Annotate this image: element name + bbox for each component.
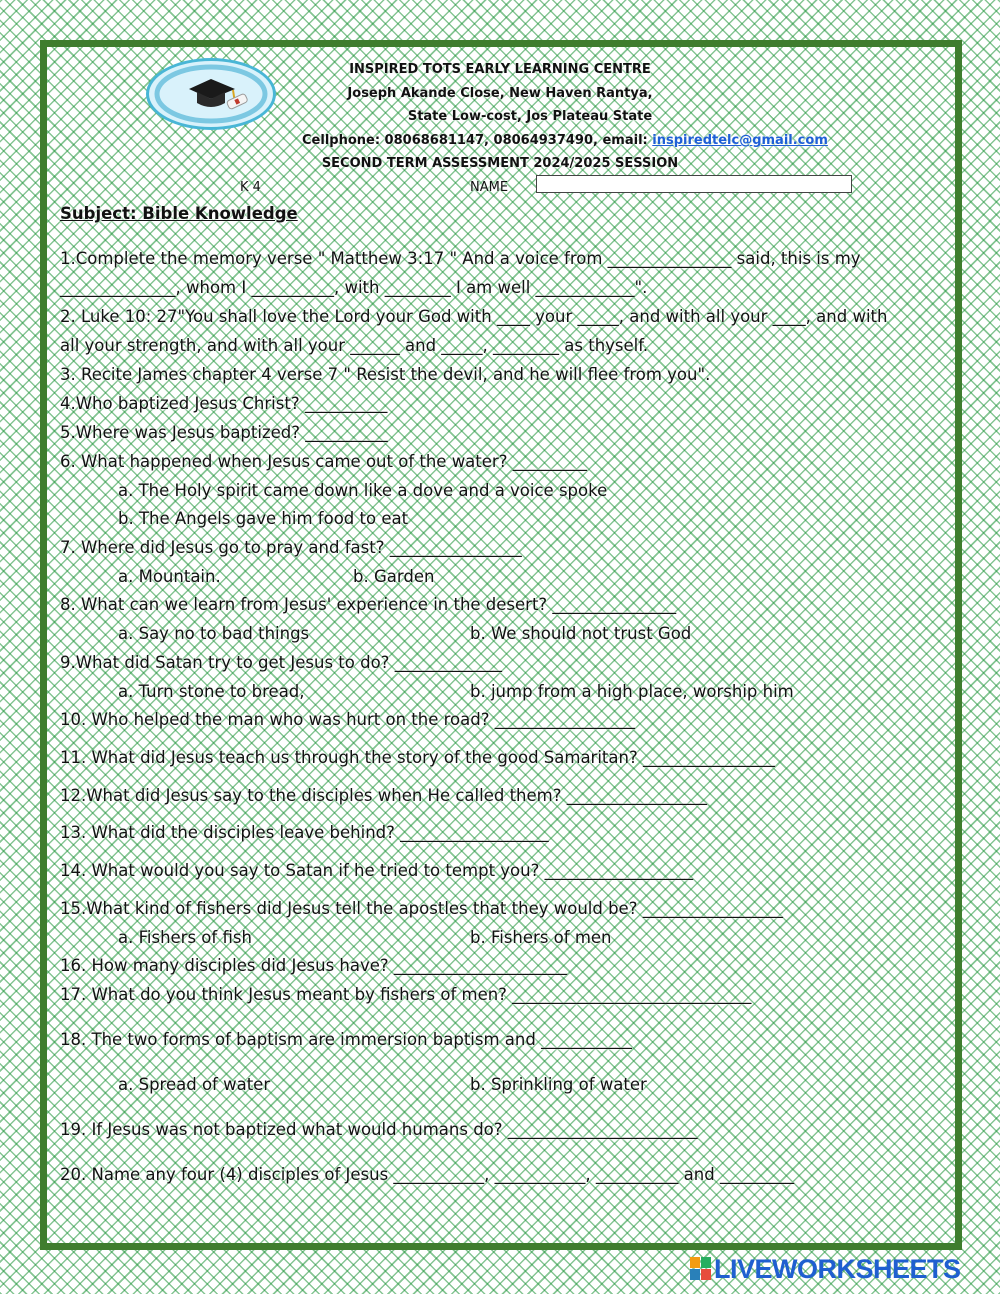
contact-line — [302, 133, 828, 148]
term-title: SECOND TERM ASSESSMENT 2024/2025 SESSION — [321, 156, 679, 171]
question-6-option-a: a. The Holy spirit came down like a dove and a voice spoke — [118, 481, 608, 500]
class-label: K 4 — [240, 180, 261, 195]
school-logo — [146, 58, 276, 130]
liveworksheets-logo — [690, 1254, 990, 1284]
question-9: 9.What did Satan try to get Jesus to do? _____________ — [60, 653, 502, 672]
school-name: INSPIRED TOTS EARLY LEARNING CENTRE — [349, 62, 651, 77]
question-8: 8. What can we learn from Jesus' experience in the desert? _______________ — [60, 595, 677, 614]
liveworksheets-brand: LIVEWORKSHEETS — [714, 1254, 961, 1284]
question-2-line-1: 2. Luke 10: 27"You shall love the Lord your God with ____ your _____, and with all your ____, and with — [60, 307, 888, 326]
contact-info: Cellphone: 08068681147, 08064937490, email: — [302, 133, 653, 148]
address-line-2: State Low-cost, Jos Plateau State — [407, 109, 653, 124]
question-8-option-a: a. Say no to bad things — [118, 624, 310, 643]
question-5: 5.Where was Jesus baptized? __________ — [60, 423, 388, 442]
question-16: 16. How many disciples did Jesus have? _____________________ — [60, 956, 568, 975]
question-7-option-b: b. Garden — [353, 567, 435, 586]
question-4: 4.Who baptized Jesus Christ? __________ — [60, 394, 388, 413]
question-18: 18. The two forms of baptism are immersion baptism and ___________ — [60, 1030, 632, 1049]
question-15-option-a: a. Fishers of fish — [118, 928, 252, 947]
address-line-1: Joseph Akande Close, New Haven Rantya, — [347, 86, 653, 101]
name-field[interactable] — [536, 175, 852, 193]
question-10: 10. Who helped the man who was hurt on the road? _________________ — [60, 710, 635, 729]
question-9-option-b: b. jump from a high place, worship him — [470, 682, 794, 701]
blocks-icon — [690, 1257, 712, 1281]
question-18-option-b: b. Sprinkling of water — [470, 1075, 647, 1094]
question-1-line-1: 1.Complete the memory verse " Matthew 3:17 " And a voice from _______________ said, this is my — [60, 249, 861, 268]
question-13: 13. What did the disciples leave behind? __________________ — [60, 823, 549, 842]
question-11: 11. What did Jesus teach us through the story of the good Samaritan? ________________ — [60, 748, 775, 767]
email-link[interactable]: inspiredtelc@gmail.com — [652, 133, 828, 148]
question-12: 12.What did Jesus say to the disciples when He called them? _________________ — [60, 786, 707, 805]
question-1-line-2: ______________, whom I __________, with ________ I am well ____________". — [60, 278, 648, 297]
question-7: 7. Where did Jesus go to pray and fast? ________________ — [60, 538, 522, 557]
question-18-option-a: a. Spread of water — [118, 1075, 271, 1094]
question-19: 19. If Jesus was not baptized what would humans do? _______________________ — [60, 1120, 698, 1139]
question-6: 6. What happened when Jesus came out of the water? _________ — [60, 452, 587, 471]
question-9-option-a: a. Turn stone to bread, — [118, 682, 305, 701]
page-border-inner — [46, 46, 956, 1244]
subject-title: Subject: Bible Knowledge — [60, 204, 298, 223]
question-7-option-a: a. Mountain. — [118, 567, 221, 586]
question-3: 3. Recite James chapter 4 verse 7 " Resist the devil, and he will flee from you". — [60, 365, 711, 384]
question-15: 15.What kind of fishers did Jesus tell the apostles that they would be? _________________ — [60, 899, 783, 918]
question-8-option-b: b. We should not trust God — [470, 624, 692, 643]
question-6-option-b: b. The Angels gave him food to eat — [118, 509, 409, 528]
name-label: NAME — [470, 180, 509, 195]
question-15-option-b: b. Fishers of men — [470, 928, 612, 947]
question-14: 14. What would you say to Satan if he tried to tempt you? __________________ — [60, 861, 694, 880]
question-20: 20. Name any four (4) disciples of Jesus ___________, ___________, __________ and _________ — [60, 1165, 795, 1184]
question-2-line-2: all your strength, and with all your ______ and _____, ________ as thyself. — [60, 336, 649, 355]
question-17: 17. What do you think Jesus meant by fishers of men? _____________________________ — [60, 985, 752, 1004]
